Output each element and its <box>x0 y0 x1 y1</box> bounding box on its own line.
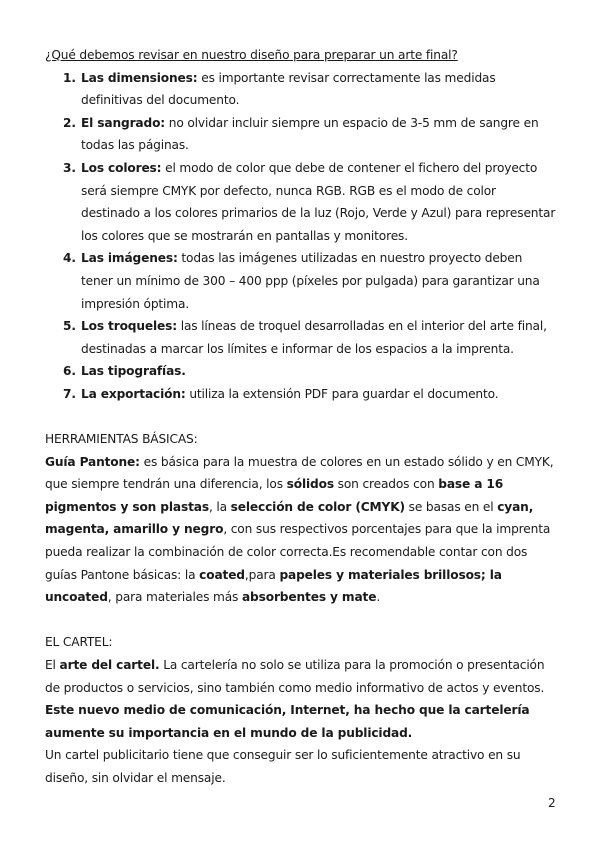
list-item: 3. Los colores: el modo de color que debe de contener el fichero del proyecto será siempre CMYK por defecto, nunca RGB. RGB es el modo de color destinado a los colores primarios de la luz (Rojo, Verde y Azul) para representar los colores que se mostrarán en pantallas y monitores. <box>63 160 556 243</box>
list-item: 6. Las tipografías. <box>63 364 186 379</box>
list-item: 1. Las dimensiones: es importante revisar correctamente las medidas definitivas del documento. <box>63 70 496 108</box>
cartel-paragraph-2: Este nuevo medio de comunicación, Internet, ha hecho que la cartelería aumente su importancia en el mundo de la publicidad. <box>45 703 530 740</box>
intro-question: ¿Qué debemos revisar en nuestro diseño para preparar un arte final? <box>45 48 458 62</box>
cartel-paragraph-3: Un cartel publicitario tiene que conseguir ser lo suficientemente atractivo en su diseño, sin olvidar el mensaje. <box>45 748 521 785</box>
page-content <box>45 44 557 790</box>
list-item-title: Los colores: <box>81 160 162 175</box>
list-item-title: El sangrado: <box>81 115 166 130</box>
list-item-text: es importante revisar correctamente las medidas definitivas del documento. <box>81 70 496 108</box>
list-item-title: La exportación: <box>81 386 186 401</box>
section-heading-herramientas: HERRAMIENTAS BÁSICAS: <box>45 432 198 447</box>
list-item: 5. Los troqueles: las líneas de troquel desarrolladas en el interior del arte final, destinadas a marcar los límites e informar de los espacios a la imprenta. <box>63 319 547 356</box>
list-item-title: Las imágenes: <box>81 251 178 266</box>
list-item: 2. El sangrado: no olvidar incluir siempre un espacio de 3-5 mm de sangre en todas las páginas. <box>63 115 539 153</box>
list-item-title: Los troqueles: <box>81 319 177 334</box>
cartel-paragraph-1: El arte del cartel. La cartelería no solo se utiliza para la promoción o presentación de productos o servicios, sino también como medio informativo de actos y eventos. <box>45 658 545 695</box>
list-item: 7. La exportación: utiliza la extensión PDF para guardar el documento. <box>63 386 499 401</box>
list-item-title: Las tipografías. <box>81 364 186 379</box>
pantone-paragraph: Guía Pantone: es básica para la muestra de colores en un estado sólido y en CMYK, que siempre tendrán una diferencia, los sólidos son creados con base a 16 pigmentos y son plastas, la selección de color (CMYK) se basas en el cyan, magenta, amarillo y negro, con sus respectivos porcentajes para que la imprenta pueda realizar la combinación de color correcta.Es recomendable contar con dos guías Pantone básicas: la coated,para papeles y materiales brillosos; la uncoated, para materiales más absorbentes y mate. <box>45 454 554 605</box>
section-heading-cartel: EL CARTEL: <box>45 635 113 650</box>
list-item-title: Las dimensiones: <box>81 70 198 85</box>
spacer <box>45 609 557 632</box>
page-number: 2 <box>548 796 556 810</box>
list-item-text: las líneas de troquel desarrolladas en el interior del arte final, destinadas a marcar los límites e informar de los espacios a la imprenta. <box>81 319 547 356</box>
list-item-text: no olvidar incluir siempre un espacio de 3-5 mm de sangre en todas las páginas. <box>81 115 539 153</box>
list-item: 4. Las imágenes: todas las imágenes utilizadas en nuestro proyecto deben tener un mínimo de 300 – 400 ppp (píxeles por pulgada) para garantizar una impresión óptima. <box>63 251 540 311</box>
list-item-text: utiliza la extensión PDF para guardar el documento. <box>185 386 499 401</box>
list-item-text: el modo de color que debe de contener el fichero del proyecto será siempre CMYK por defecto, nunca RGB. RGB es el modo de color destinado a los colores primarios de la luz (Rojo, Verde y Azul) para representar los colores que se mostrarán en pantallas y monitores. <box>81 160 556 243</box>
spacer <box>45 406 557 429</box>
final-art-checklist <box>45 67 557 406</box>
list-item-text: todas las imágenes utilizadas en nuestro proyecto deben tener un mínimo de 300 – 400 ppp (píxeles por pulgada) para garantizar una impresión óptima. <box>81 251 540 311</box>
